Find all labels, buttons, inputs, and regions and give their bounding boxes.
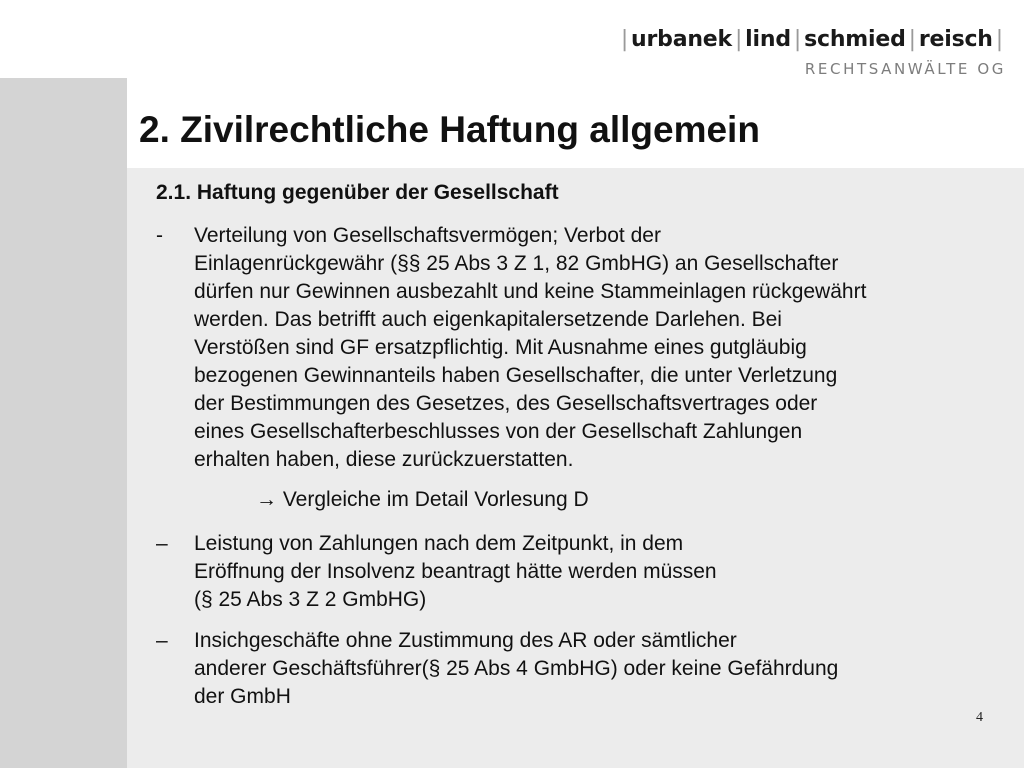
logo-names	[618, 26, 1006, 54]
logo-separator: |	[793, 27, 802, 52]
bullet-item-distribution	[156, 222, 866, 474]
bullet-text-line: Eröffnung der Insolvenz beantragt hätte werden müssen	[194, 560, 717, 583]
reference-note: → Vergleiche im Detail Vorlesung D	[256, 488, 589, 511]
logo-subtitle: RECHTSANWÄLTE OG	[804, 60, 1006, 78]
logo-separator: |	[734, 27, 743, 52]
logo-separator: |	[908, 27, 916, 52]
bullet-text-line: der GmbH	[194, 685, 291, 708]
bullet-marker: -	[156, 224, 163, 247]
bullet-marker: –	[156, 532, 168, 555]
bullet-item-payments	[156, 530, 717, 614]
page-number: 4	[976, 710, 983, 725]
bullet-item-self-dealing	[156, 627, 838, 711]
bullet-text-line: der Bestimmungen des Gesetzes, des Gesellschaftsvertrages oder	[194, 392, 818, 415]
logo-separator: |	[620, 27, 629, 52]
logo-name-reisch: reisch	[918, 27, 993, 52]
logo-separator: |	[995, 27, 1003, 52]
bullet-text-line: Einlagenrückgewähr (§§ 25 Abs 3 Z 1, 82 GmbHG) an Gesellschafter	[194, 252, 839, 275]
company-logo	[618, 26, 1006, 78]
bullet-text-line: (§ 25 Abs 3 Z 2 GmbHG)	[194, 588, 427, 611]
bullet-text-line: Verteilung von Gesellschaftsvermögen; Verbot der	[194, 224, 661, 247]
bullet-marker: –	[156, 629, 168, 652]
logo-name-urbanek: urbanek	[631, 27, 732, 52]
logo-name-lind: lind	[745, 27, 791, 52]
bullet-text-line: werden. Das betrifft auch eigenkapitalersetzende Darlehen. Bei	[194, 308, 782, 331]
logo-name-schmied: schmied	[804, 27, 906, 52]
section-subtitle: 2.1. Haftung gegenüber der Gesellschaft	[156, 181, 559, 204]
bullet-text-line: Insichgeschäfte ohne Zustimmung des AR oder sämtlicher	[194, 629, 737, 652]
bullet-text-line: bezogenen Gewinnanteils haben Gesellschafter, die unter Verletzung	[194, 364, 838, 387]
bullet-text-line: erhalten haben, diese zurückzuerstatten.	[194, 448, 574, 471]
bullet-text-line: dürfen nur Gewinnen ausbezahlt und keine Stammeinlagen rückgewährt	[194, 280, 867, 303]
bullet-text-line: anderer Geschäftsführer(§ 25 Abs 4 GmbHG) oder keine Gefährdung	[194, 657, 839, 680]
bullet-text-line: eines Gesellschafterbeschlusses von der Gesellschaft Zahlungen	[194, 420, 803, 443]
bullet-text-line: Verstößen sind GF ersatzpflichtig. Mit Ausnahme eines gutgläubig	[194, 336, 807, 359]
bullet-text-line: Leistung von Zahlungen nach dem Zeitpunkt, in dem	[194, 532, 684, 555]
left-decorative-bar	[0, 78, 127, 768]
slide-title: 2. Zivilrechtliche Haftung allgemein	[139, 109, 760, 150]
